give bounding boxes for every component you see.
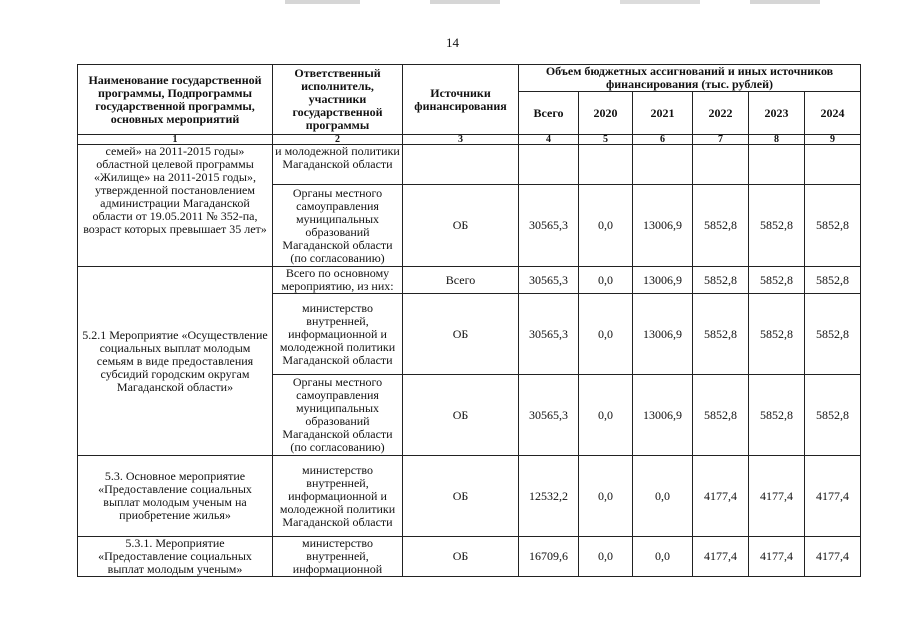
value-cell: 5852,8 (693, 185, 749, 267)
header-year: 2023 (749, 92, 805, 135)
source-cell (403, 145, 519, 185)
value-cell: 16709,6 (519, 537, 579, 577)
value-cell: 5852,8 (805, 185, 861, 267)
table-row (78, 537, 861, 577)
program-name-cell: 5.3. Основное мероприятие «Предоставление социальных выплат молодым ученым на приобретение жилья» (78, 456, 273, 537)
header-year: Всего (519, 92, 579, 135)
value-cell (693, 145, 749, 185)
value-cell: 30565,3 (519, 185, 579, 267)
value-cell: 13006,9 (633, 375, 693, 456)
value-cell: 5852,8 (693, 267, 749, 294)
value-cell: 5852,8 (805, 294, 861, 375)
executor-cell: Всего по основному мероприятию, из них: (273, 267, 403, 294)
program-name-cell: семей» на 2011-2015 годы» областной целевой программы «Жилище» на 2011-2015 годы», утвержденной постановлением администрации Магаданской области от 19.05.2011 № 352-па, возраст которых превышает 35 лет» (78, 145, 273, 267)
value-cell: 5852,8 (805, 375, 861, 456)
value-cell (805, 145, 861, 185)
value-cell: 5852,8 (749, 267, 805, 294)
header-year: 2024 (805, 92, 861, 135)
column-number: 2 (273, 135, 403, 145)
executor-cell: Органы местного самоуправления муниципальных образований Магаданской области (по согласованию) (273, 375, 403, 456)
value-cell (633, 145, 693, 185)
header-year: 2020 (579, 92, 633, 135)
header-year: 2022 (693, 92, 749, 135)
header-year: 2021 (633, 92, 693, 135)
header-executor: Ответственный исполнитель, участники государственной программы (273, 65, 403, 135)
value-cell: 0,0 (579, 185, 633, 267)
executor-cell: министерство внутренней, информационной и молодежной политики Магаданской области (273, 294, 403, 375)
header-funding-source: Источники финансирования (403, 65, 519, 135)
source-cell: ОБ (403, 185, 519, 267)
value-cell: 0,0 (579, 375, 633, 456)
value-cell (519, 145, 579, 185)
value-cell: 4177,4 (693, 456, 749, 537)
header-row (78, 65, 861, 92)
value-cell: 4177,4 (693, 537, 749, 577)
value-cell: 30565,3 (519, 267, 579, 294)
program-name-cell: 5.2.1 Мероприятие «Осуществление социальных выплат молодым семьям в виде предоставления субсидий городским округам Магаданской области» (78, 267, 273, 456)
value-cell: 13006,9 (633, 294, 693, 375)
value-cell: 0,0 (633, 456, 693, 537)
scan-top-edge (0, 0, 905, 4)
column-number: 9 (805, 135, 861, 145)
executor-cell: и молодежной политики Магаданской области (273, 145, 403, 185)
header-program-name: Наименование государственной программы, Подпрограммы государственной программы, основных мероприятий (78, 65, 273, 135)
column-number: 5 (579, 135, 633, 145)
value-cell: 12532,2 (519, 456, 579, 537)
table-row (78, 145, 861, 185)
column-number: 6 (633, 135, 693, 145)
column-number: 8 (749, 135, 805, 145)
value-cell: 4177,4 (749, 537, 805, 577)
value-cell (749, 145, 805, 185)
value-cell: 4177,4 (805, 537, 861, 577)
value-cell (579, 145, 633, 185)
value-cell: 5852,8 (693, 294, 749, 375)
value-cell: 5852,8 (749, 185, 805, 267)
source-cell: ОБ (403, 294, 519, 375)
value-cell: 0,0 (579, 294, 633, 375)
source-cell: Всего (403, 267, 519, 294)
column-number-row (78, 135, 861, 145)
source-cell: ОБ (403, 375, 519, 456)
executor-cell: Органы местного самоуправления муниципальных образований Магаданской области (по согласованию) (273, 185, 403, 267)
source-cell: ОБ (403, 537, 519, 577)
value-cell: 5852,8 (749, 294, 805, 375)
executor-cell: министерство внутренней, информационной (273, 537, 403, 577)
source-cell: ОБ (403, 456, 519, 537)
column-number: 4 (519, 135, 579, 145)
value-cell: 5852,8 (693, 375, 749, 456)
table-row (78, 267, 861, 294)
column-number: 1 (78, 135, 273, 145)
value-cell: 0,0 (579, 456, 633, 537)
value-cell: 0,0 (579, 537, 633, 577)
value-cell: 5852,8 (805, 267, 861, 294)
value-cell: 30565,3 (519, 294, 579, 375)
value-cell: 0,0 (579, 267, 633, 294)
value-cell: 0,0 (633, 537, 693, 577)
value-cell: 5852,8 (749, 375, 805, 456)
executor-cell: министерство внутренней, информационной и молодежной политики Магаданской области (273, 456, 403, 537)
column-number: 7 (693, 135, 749, 145)
value-cell: 13006,9 (633, 185, 693, 267)
value-cell: 4177,4 (749, 456, 805, 537)
budget-table (77, 64, 861, 577)
table-row (78, 456, 861, 537)
program-name-cell: 5.3.1. Мероприятие «Предоставление социальных выплат молодым ученым» (78, 537, 273, 577)
column-number: 3 (403, 135, 519, 145)
value-cell: 4177,4 (805, 456, 861, 537)
value-cell: 13006,9 (633, 267, 693, 294)
value-cell: 30565,3 (519, 375, 579, 456)
page-number: 14 (446, 35, 459, 50)
header-budget-group: Объем бюджетных ассигнований и иных источников финансирования (тыс. рублей) (519, 65, 861, 92)
